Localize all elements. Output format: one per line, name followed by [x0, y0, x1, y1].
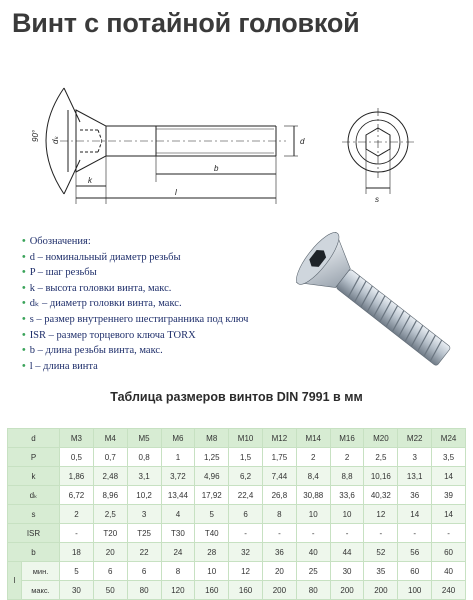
header-cell: M3 — [60, 429, 94, 448]
sub-param-cell: макс. — [22, 581, 60, 600]
table-cell: 3,5 — [432, 448, 466, 467]
param-cell: b — [8, 543, 60, 562]
s-label: s — [375, 195, 379, 204]
table-cell: 60 — [398, 562, 432, 581]
table-row — [8, 543, 466, 562]
param-cell: P — [8, 448, 60, 467]
table-cell: 80 — [296, 581, 330, 600]
table-cell: 24 — [161, 543, 195, 562]
table-cell: 13,44 — [161, 486, 195, 505]
bullet-icon: • — [22, 313, 26, 325]
param-cell: s — [8, 505, 60, 524]
table-cell: 7,44 — [262, 467, 296, 486]
table-cell: 18 — [60, 543, 94, 562]
table-cell: 1,86 — [60, 467, 94, 486]
table-cell: 2 — [330, 448, 364, 467]
bullet-icon: • — [22, 329, 26, 341]
table-cell: - — [330, 524, 364, 543]
table-title: Таблица размеров винтов DIN 7991 в мм — [110, 390, 363, 404]
table-cell: 22 — [127, 543, 161, 562]
table-cell: 22,4 — [229, 486, 263, 505]
l-label: l — [175, 188, 177, 197]
table-cell: - — [60, 524, 94, 543]
bullet-icon: • — [22, 298, 26, 310]
table-cell: 2 — [296, 448, 330, 467]
table-cell: 4 — [161, 505, 195, 524]
legend-item: • d – номинальный диаметр резьбы — [22, 251, 181, 263]
table-cell: 8,96 — [93, 486, 127, 505]
legend — [22, 234, 292, 374]
table-row — [8, 448, 466, 467]
bullet-icon: • — [22, 236, 26, 247]
bullet-icon: • — [22, 282, 26, 294]
header-cell: M8 — [195, 429, 229, 448]
table-cell: 80 — [127, 581, 161, 600]
table-row — [8, 467, 466, 486]
angle-label: 90° — [31, 129, 40, 142]
bullet-icon: • — [22, 360, 26, 372]
bullet-icon: • — [22, 267, 26, 279]
table-cell: 2,5 — [364, 448, 398, 467]
table-cell: 2,5 — [93, 505, 127, 524]
table-cell: 40 — [432, 562, 466, 581]
table-cell: 6 — [229, 505, 263, 524]
legend-item: • b – длина резьбы винта, макс. — [22, 345, 163, 357]
table-cell: 8 — [161, 562, 195, 581]
table-row — [8, 524, 466, 543]
param-cell: dₖ — [8, 486, 60, 505]
bullet-icon: • — [22, 345, 26, 357]
table-cell: 28 — [195, 543, 229, 562]
table-cell: 5 — [195, 505, 229, 524]
table-cell: 6,2 — [229, 467, 263, 486]
header-cell: M24 — [432, 429, 466, 448]
header-cell: M16 — [330, 429, 364, 448]
table-cell: - — [262, 524, 296, 543]
table-cell: 39 — [432, 486, 466, 505]
table-cell: - — [296, 524, 330, 543]
header-cell: M5 — [127, 429, 161, 448]
header-cell: M6 — [161, 429, 195, 448]
header-cell: M22 — [398, 429, 432, 448]
table-cell: 10,2 — [127, 486, 161, 505]
table-cell: 32 — [229, 543, 263, 562]
table-cell: T30 — [161, 524, 195, 543]
table-cell: 0,5 — [60, 448, 94, 467]
table-cell: 33,6 — [330, 486, 364, 505]
table-cell: 30,88 — [296, 486, 330, 505]
legend-item: • P – шаг резьбы — [22, 267, 97, 279]
legend-item: • s – размер внутреннего шестигранника под ключ — [22, 313, 249, 325]
legend-item: • l – длина винта — [22, 360, 98, 372]
table-cell: 160 — [229, 581, 263, 600]
table-cell: 3 — [398, 448, 432, 467]
header-cell: M4 — [93, 429, 127, 448]
table-cell: 44 — [330, 543, 364, 562]
table-cell: 17,92 — [195, 486, 229, 505]
table-cell: - — [229, 524, 263, 543]
table-cell: 30 — [330, 562, 364, 581]
header-cell: d — [8, 429, 60, 448]
legend-item: • k – высота головки винта, макс. — [22, 282, 172, 294]
table-cell: 120 — [161, 581, 195, 600]
table-cell: 1 — [161, 448, 195, 467]
table-cell: - — [432, 524, 466, 543]
table-header-row — [8, 429, 466, 448]
table-cell: 50 — [93, 581, 127, 600]
table-cell: 52 — [364, 543, 398, 562]
table-cell: 14 — [432, 467, 466, 486]
table-cell: T40 — [195, 524, 229, 543]
table-cell: 26,8 — [262, 486, 296, 505]
table-cell: 8 — [262, 505, 296, 524]
table-cell: 1,75 — [262, 448, 296, 467]
table-cell: 240 — [432, 581, 466, 600]
table-cell: 13,1 — [398, 467, 432, 486]
k-label: k — [88, 176, 92, 185]
legend-item: • ISR – размер торцевого ключа TORX — [22, 329, 196, 341]
table-cell: 5 — [60, 562, 94, 581]
param-cell: k — [8, 467, 60, 486]
table-cell: 14 — [398, 505, 432, 524]
legend-item: • dₖ – диаметр головки винта, макс. — [22, 298, 182, 310]
table-cell: 60 — [432, 543, 466, 562]
d-label: d — [300, 137, 305, 146]
table-cell: 3,72 — [161, 467, 195, 486]
table-cell: 1,5 — [229, 448, 263, 467]
sizes-table — [7, 428, 466, 600]
table-cell: 200 — [330, 581, 364, 600]
b-label: b — [214, 164, 219, 173]
table-cell: 20 — [93, 543, 127, 562]
table-cell: 2,48 — [93, 467, 127, 486]
table-cell: 36 — [398, 486, 432, 505]
table-cell: T20 — [93, 524, 127, 543]
table-cell: 160 — [195, 581, 229, 600]
table-cell: 4,96 — [195, 467, 229, 486]
header-cell: M20 — [364, 429, 398, 448]
table-cell: T25 — [127, 524, 161, 543]
table-cell: 30 — [60, 581, 94, 600]
sub-param-cell: мин. — [22, 562, 60, 581]
table-row — [8, 581, 466, 600]
table-cell: 10 — [195, 562, 229, 581]
table-row — [8, 486, 466, 505]
header-cell: M12 — [262, 429, 296, 448]
param-cell: ISR — [8, 524, 60, 543]
table-row — [8, 562, 466, 581]
table-cell: - — [364, 524, 398, 543]
table-cell: 40 — [296, 543, 330, 562]
table-cell: 1,25 — [195, 448, 229, 467]
header-cell: M10 — [229, 429, 263, 448]
table-cell: 10,16 — [364, 467, 398, 486]
table-cell: 3,1 — [127, 467, 161, 486]
table-cell: 3 — [127, 505, 161, 524]
table-cell: - — [398, 524, 432, 543]
legend-heading: • Обозначения: — [22, 236, 91, 247]
table-cell: 35 — [364, 562, 398, 581]
table-row — [8, 505, 466, 524]
table-cell: 200 — [364, 581, 398, 600]
table-cell: 56 — [398, 543, 432, 562]
table-cell: 20 — [262, 562, 296, 581]
table-cell: 8,8 — [330, 467, 364, 486]
table-cell: 14 — [432, 505, 466, 524]
table-cell: 6 — [127, 562, 161, 581]
table-cell: 100 — [398, 581, 432, 600]
page-title: Винт с потайной головкой — [12, 8, 360, 38]
table-cell: 0,7 — [93, 448, 127, 467]
table-cell: 0,8 — [127, 448, 161, 467]
table-cell: 6 — [93, 562, 127, 581]
table-cell: 10 — [330, 505, 364, 524]
table-cell: 2 — [60, 505, 94, 524]
table-cell: 6,72 — [60, 486, 94, 505]
table-cell: 8,4 — [296, 467, 330, 486]
table-cell: 12 — [229, 562, 263, 581]
table-cell: 25 — [296, 562, 330, 581]
header-cell: M14 — [296, 429, 330, 448]
table-cell: 10 — [296, 505, 330, 524]
screw-photo — [286, 232, 466, 377]
table-cell: 40,32 — [364, 486, 398, 505]
bullet-icon: • — [22, 251, 26, 263]
dk-label: dₖ — [51, 136, 60, 144]
screw-technical-drawing — [20, 82, 420, 222]
table-cell: 12 — [364, 505, 398, 524]
param-cell-l: l — [8, 562, 22, 600]
table-cell: 200 — [262, 581, 296, 600]
table-cell: 36 — [262, 543, 296, 562]
